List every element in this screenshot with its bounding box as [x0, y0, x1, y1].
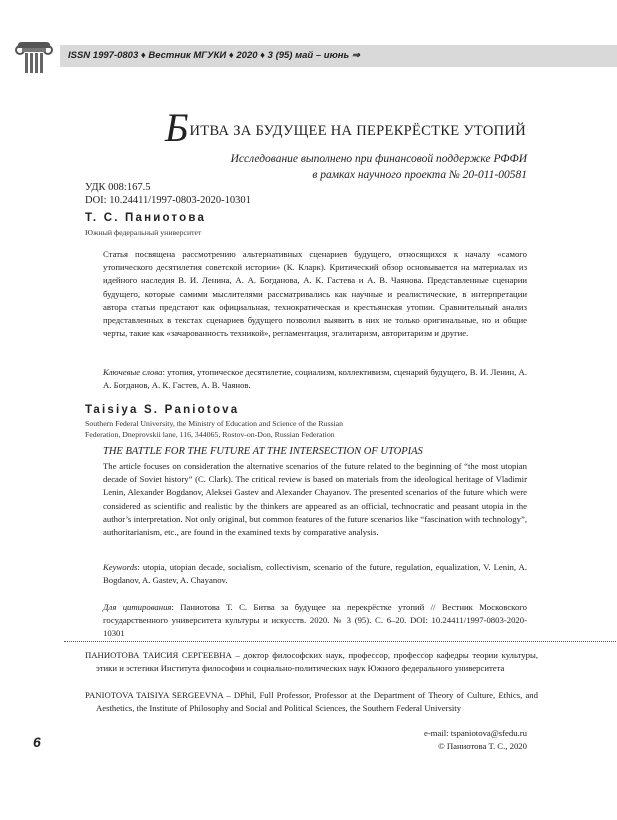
copyright: © Паниотова Т. С., 2020: [438, 741, 527, 751]
udc-code: УДК 008:167.5: [85, 182, 151, 193]
keywords-en-text: : utopia, utopian decade, socialism, collectivism, scenario of the future, regulation, equalization, V. Lenin, A. Bogdanov, A. Gastev, A. Chayanov.: [103, 562, 527, 586]
citation: [103, 601, 527, 641]
section-divider: [64, 641, 616, 642]
header-sep: ♦: [140, 50, 146, 61]
page-number: 6: [33, 734, 41, 750]
header-sep: ♦: [260, 50, 266, 61]
citation-text: : Паниотова Т. С. Битва за будущее на перекрёстке утопий // Вестник Московского государственного университета культуры и искусств. 2020. № 3 (95). С. 6–20. DOI: 10.24411/1997-0803-2020-10301: [103, 602, 527, 639]
keywords-en-label: Keywords: [103, 562, 138, 572]
column-capital-icon: [14, 41, 54, 74]
header-journal: Вестник МГУКИ: [148, 50, 227, 61]
author-affiliation-ru: Южный федеральный университет: [85, 228, 202, 237]
keywords-ru-label: Ключевые слова: [103, 367, 163, 377]
title-rest: ИТВА ЗА БУДУЩЕЕ НА ПЕРЕКРЁСТКЕ УТОПИЙ: [189, 123, 526, 139]
keywords-ru-text: : утопия, утопическое десятилетие, социализм, коллективизм, сценарий будущего, В. И. Ленин, А. А. Богданов, А. К. Гастев, А. В. Чаянов.: [103, 367, 527, 391]
article-title: [96, 105, 526, 150]
author-note-ru: ПАНИОТОВА ТАИСИЯ СЕРГЕЕВНА – доктор философских наук, профессор, профессор кафедры теории культуры, этики и эстетики Института философии и социально-политических наук Южного федерального университета: [85, 650, 538, 673]
header-sep: ♦: [228, 50, 234, 61]
running-header: [68, 45, 360, 67]
author-affiliation-en: [85, 419, 405, 440]
author-note-en: PANIOTOVA TAISIYA SERGEEVNA – DPhil, Full Professor, Professor at the Department of Theory of Culture, Ethics, and Aesthetics, the Institute of Philosophy and Social and Political Sciences, the Southern Federal University: [85, 690, 538, 713]
keywords-ru: [103, 366, 527, 392]
title-dropcap: Б: [164, 105, 189, 150]
header-issue: 3 (95) май – июнь: [267, 50, 350, 61]
header-issn: ISSN 1997-0803: [68, 50, 139, 61]
article-title-en: THE BATTLE FOR THE FUTURE AT THE INTERSECTION OF UTOPIAS: [103, 446, 423, 457]
funding-line-2: в рамках научного проекта № 20-011-00581: [312, 168, 527, 181]
funding-line-1: Исследование выполнено при финансовой поддержке РФФИ: [230, 153, 527, 165]
abstract-en: The article focuses on consideration the alternative scenarios of the future related to the beginning of “the most utopian decade of Soviet history” (C. Clark). The critical review is based on materials from the ideological heritage of Vladimir Lenin, Alexander Bogdanov, Aleksei Gastev and Alexander Chayanov. The presented scenarios of the future which were considered as scientific and realistic by the thinkers are appeared as an official, technocratic and peasant utopia in the author’s interpretation. Not only original, but common features of the future scenarios like “fascination with technology”, authoritarianism, etc., are found in the examined texts by comparative analysis.: [103, 461, 527, 538]
doi: DOI: 10.24411/1997-0803-2020-10301: [85, 195, 251, 206]
keywords-en: [103, 561, 527, 587]
affiliation-en-line-2: Federation, Dneprovskii lane, 116, 344065, Rostov-on-Don, Russian Federation: [85, 429, 335, 439]
header-year: 2020: [236, 50, 258, 61]
author-name-en: Taisiya S. Paniotova: [85, 404, 240, 416]
author-name-ru: Т. С. Паниотова: [85, 212, 207, 224]
abstract-ru: Статья посвящена рассмотрению альтернативных сценариев будущего, относящихся к началу «самого утопического десятилетия советской истории» (К. Кларк). Критический обзор основывается на материалах из идейного наследия В. И. Ленина, А. А. Богданова, А. К. Гастева и А. В. Чаянова. Представленные сценарии будущего, которые самими мыслителями рассматривались как научные и реалистические, в интерпретации автора статьи предстают как официальная, технократическая и крестьянская утопии. Сравнительный анализ представленных в текстах сценариев будущего позволил выявить в них не только оригинальные, но и общие черты, такие как «зачарованность техникой», регламентация, эгалитаризм, авторитаризм и другие.: [103, 249, 527, 339]
funding-note: [150, 152, 527, 183]
author-email: e-mail: tspaniotova@sfedu.ru: [423, 728, 527, 738]
header-arrow-icon: ⇒: [351, 50, 360, 61]
affiliation-en-line-1: Southern Federal University, the Ministry of Education and Science of the Russian: [85, 419, 344, 428]
citation-label: Для цитирования: [103, 602, 172, 612]
